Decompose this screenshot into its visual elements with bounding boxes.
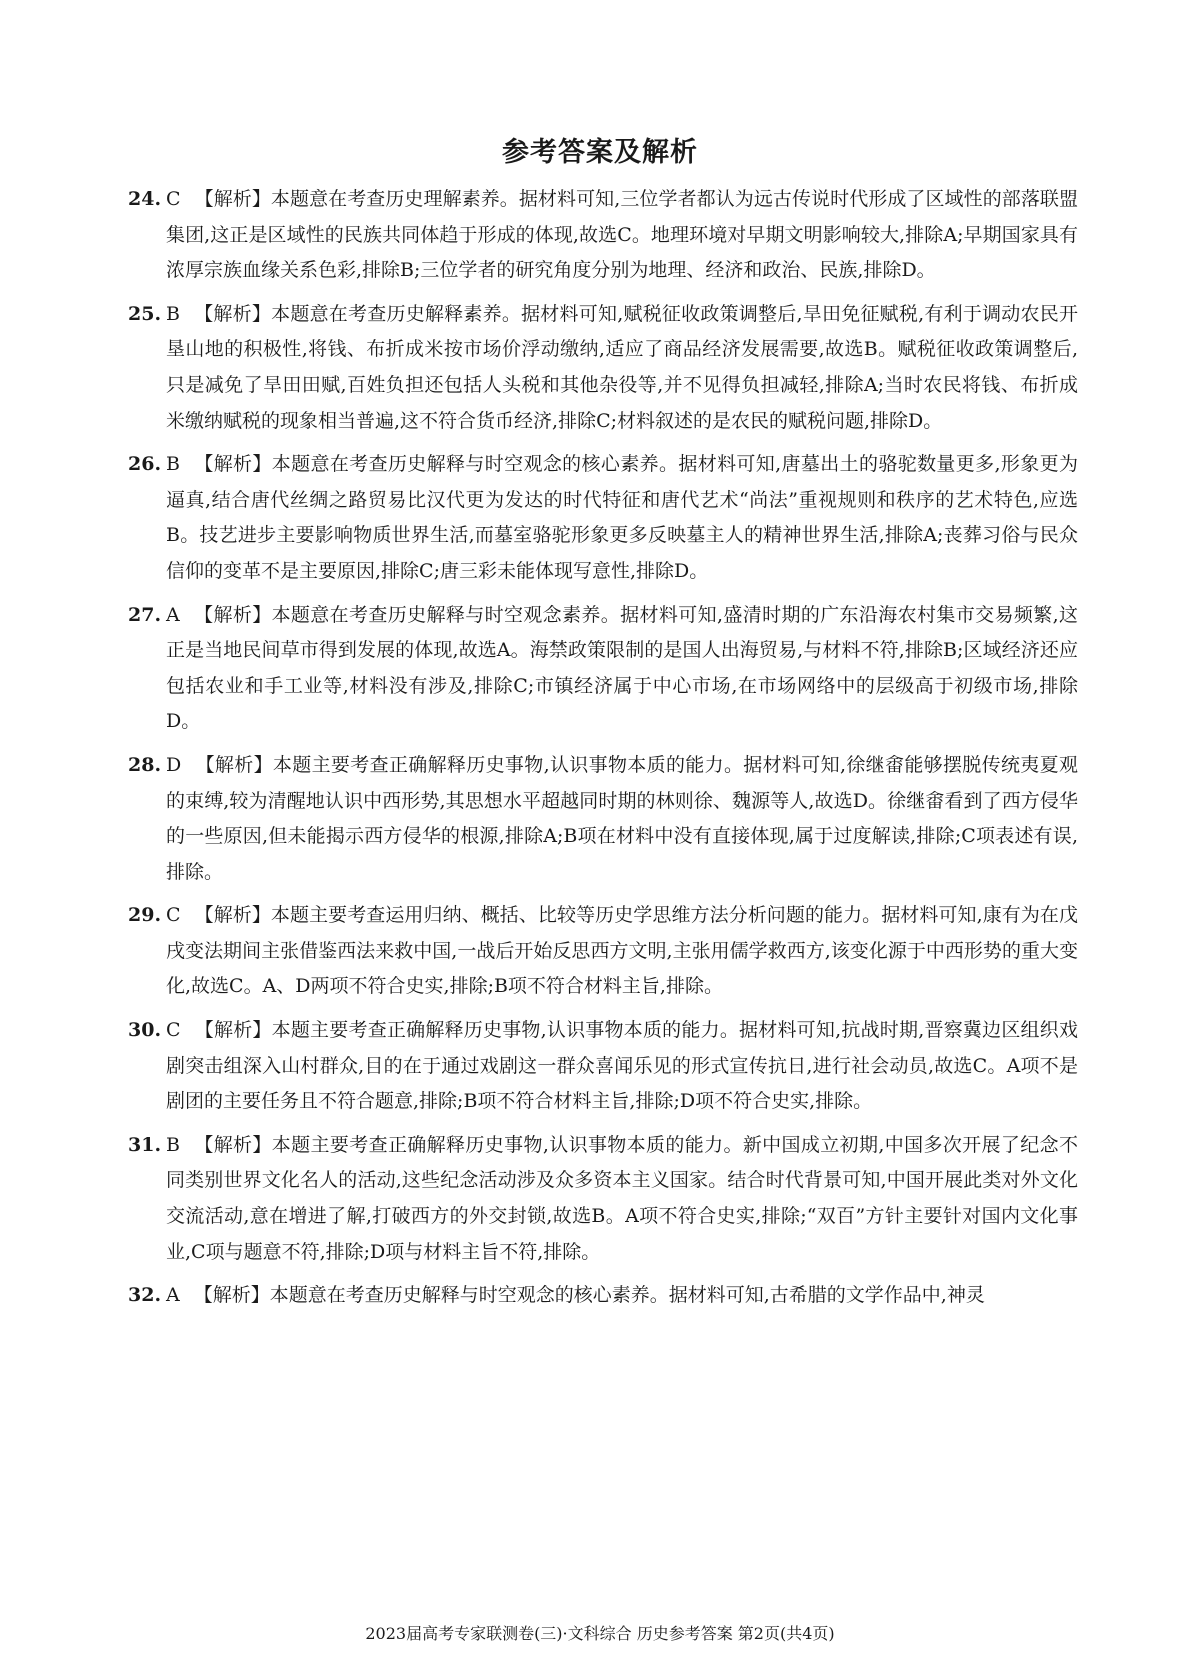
answer-choice: C <box>166 188 181 210</box>
answer-29 <box>128 898 1078 1005</box>
question-number: 32. <box>128 1284 162 1307</box>
answer-choice: B <box>166 1133 180 1156</box>
question-number: 26. <box>128 453 162 476</box>
analysis-tag: 【解析】 <box>195 753 273 776</box>
analysis-text: 本题意在考查历史解释与时空观念的核心素养。据材料可知,古希腊的文学作品中,神灵 <box>269 1284 985 1307</box>
analysis-text: 本题意在考查历史解释与时空观念的核心素养。据材料可知,唐墓出土的骆驼数量更多,形象更为逼真,结合唐代丝绸之路贸易比汉代更为发达的时代特征和唐代艺术“尚法”重视规则和秩序的艺术特色,应选B。技艺进步主要影响物质世界生活,而墓室骆驼形象更多反映墓主人的精神世界生活,排除A;丧葬习俗与民众信仰的变革不是主要原因,排除C;唐三彩未能体现写意性,排除D。 <box>166 453 1078 582</box>
question-number: 24. <box>128 188 162 210</box>
answer-choice: D <box>166 753 182 776</box>
analysis-text: 本题意在考查历史理解素养。据材料可知,三位学者都认为远古传说时代形成了区域性的部落联盟集团,这正是区域性的民族共同体趋于形成的体现,故选C。地理环境对早期文明影响较大,排除A;早期国家具有浓厚宗族血缘关系色彩,排除B;三位学者的研究角度分别为地理、经济和政治、民族,排除D。 <box>166 188 1078 282</box>
answer-30 <box>128 1013 1078 1120</box>
analysis-tag: 【解析】 <box>193 302 272 325</box>
answer-32 <box>128 1278 1078 1314</box>
analysis-text: 本题主要考查正确解释历史事物,认识事物本质的能力。据材料可知,徐继畬能够摆脱传统夷夏观的束缚,较为清醒地认识中西形势,其思想水平超越同时期的林则徐、魏源等人,故选D。徐继畬看到了西方侵华的一些原因,但未能揭示西方侵华的根源,排除A;B项在材料中没有直接体现,属于过度解读,排除;C项表述有误,排除。 <box>166 753 1078 883</box>
answer-28 <box>128 748 1078 890</box>
answer-27 <box>128 598 1078 740</box>
question-number: 31. <box>128 1133 162 1156</box>
analysis-tag: 【解析】 <box>193 1284 270 1307</box>
analysis-tag: 【解析】 <box>193 1133 272 1156</box>
analysis-text: 本题主要考查正确解释历史事物,认识事物本质的能力。据材料可知,抗战时期,晋察冀边区组织戏剧突击组深入山村群众,目的在于通过戏剧这一群众喜闻乐见的形式宣传抗日,进行社会动员,故选C。A项不是剧团的主要任务且不符合题意,排除;B项不符合材料主旨,排除;D项不符合史实,排除。 <box>166 1019 1078 1113</box>
analysis-text: 本题意在考查历史解释与时空观念素养。据材料可知,盛清时期的广东沿海农村集市交易频繁,这正是当地民间草市得到发展的体现,故选A。海禁政策限制的是国人出海贸易,与材料不符,排除B;区域经济还应包括农业和手工业等,材料没有涉及,排除C;市镇经济属于中心市场,在市场网络中的层级高于初级市场,排除D。 <box>166 603 1078 733</box>
analysis-tag: 【解析】 <box>193 453 272 476</box>
question-number: 30. <box>128 1019 162 1042</box>
answer-31 <box>128 1128 1078 1270</box>
answer-26 <box>128 447 1078 589</box>
analysis-tag: 【解析】 <box>194 1019 272 1042</box>
answer-choice: C <box>166 904 181 927</box>
answer-choice: B <box>166 453 180 476</box>
analysis-text: 本题主要考查运用归纳、概括、比较等历史学思维方法分析问题的能力。据材料可知,康有为在戊戌变法期间主张借鉴西法来救中国,一战后开始反思西方文明,主张用儒学救西方,该变化源于中西形势的重大变化,故选C。A、D两项不符合史实,排除;B项不符合材料主旨,排除。 <box>166 904 1078 998</box>
page-footer: 2023届高考专家联测卷(三)·文科综合 历史参考答案 第2页(共4页) <box>365 1624 835 1643</box>
answer-25 <box>128 297 1078 439</box>
analysis-text: 本题意在考查历史解释素养。据材料可知,赋税征收政策调整后,旱田免征赋税,有利于调动农民开垦山地的积极性,将钱、布折成米按市场价浮动缴纳,适应了商品经济发展需要,故选B。赋税征收政策调整后,只是减免了旱田田赋,百姓负担还包括人头税和其他杂役等,并不见得负担减轻,排除A;当时农民将钱、布折成米缴纳赋税的现象相当普遍,这不符合货币经济,排除C;材料叙述的是农民的赋税问题,排除D。 <box>166 302 1078 432</box>
analysis-tag: 【解析】 <box>193 603 272 626</box>
answer-choice: C <box>166 1019 181 1042</box>
page-title: 参考答案及解析 <box>502 137 698 168</box>
answer-choice: A <box>166 603 180 626</box>
analysis-tag: 【解析】 <box>194 904 271 927</box>
question-number: 27. <box>128 603 162 626</box>
answer-24 <box>128 182 1078 289</box>
question-number: 25. <box>128 302 162 325</box>
analysis-tag: 【解析】 <box>194 188 271 210</box>
analysis-text: 本题主要考查正确解释历史事物,认识事物本质的能力。新中国成立初期,中国多次开展了纪念不同类别世界文化名人的活动,这些纪念活动涉及众多资本主义国家。结合时代背景可知,中国开展此类对外文化交流活动,意在增进了解,打破西方的外交封锁,故选B。A项不符合史实,排除;“双百”方针主要针对国内文化事业,C项与题意不符,排除;D项与材料主旨不符,排除。 <box>166 1133 1078 1263</box>
question-number: 29. <box>128 904 162 927</box>
answer-choice: B <box>166 302 180 325</box>
answer-list <box>128 182 1078 1322</box>
answer-choice: A <box>166 1284 180 1307</box>
question-number: 28. <box>128 753 162 776</box>
